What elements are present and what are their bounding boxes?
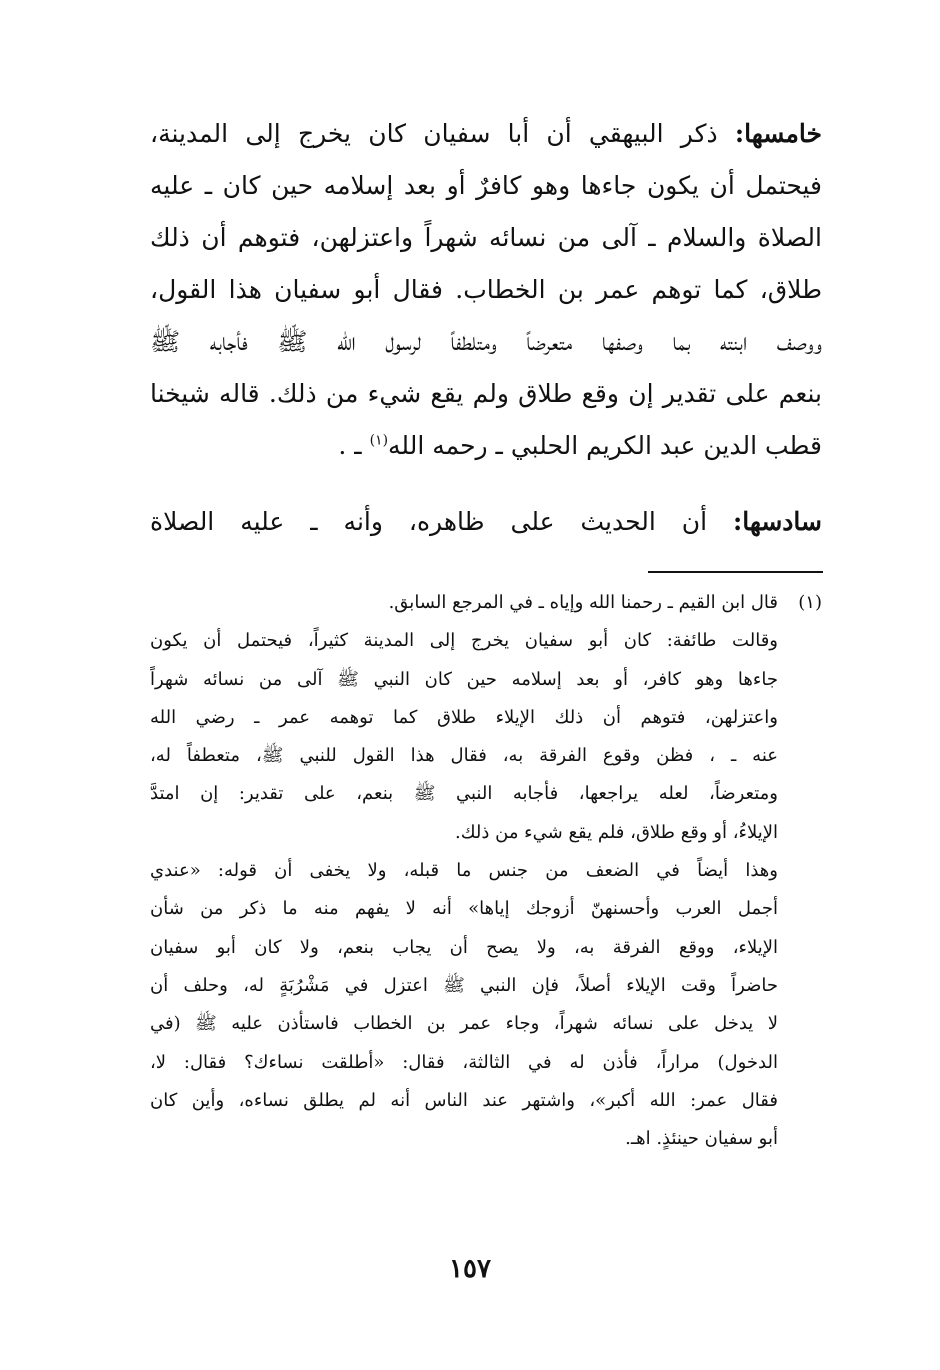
- main-paragraph-fifth: [150, 108, 822, 472]
- footnote-line: عنه ـ ، فظن وقوع الفرقة به، فقال هذا القول للنبي ﷺ، متعطفاً له،: [150, 745, 778, 767]
- footnote-line: وهذا أيضاً في الضعف من جنس ما قبله، ولا يخفى أن قوله: «عندي: [150, 860, 778, 882]
- footnote-separator: [648, 571, 823, 573]
- section-heading: خامسها:: [734, 119, 822, 148]
- footnote-line: أجمل العرب وأحسنهنّ أزوجك إياها» أنه لا يفهم منه ما ذكر من شأن: [150, 898, 778, 920]
- footnote-line: فقال عمر: الله أكبر»، واشتهر عند الناس أنه لم يطلق نساءه، وأين كان: [150, 1089, 778, 1111]
- text-line: طلاق، كما توهم عمر بن الخطاب. فقال أبو سفيان هذا القول،: [150, 275, 822, 304]
- footnote-line: ومتعرضاً، لعله يراجعها، فأجابه النبي ﷺ بنعم، على تقدير: إن امتدَّ: [150, 783, 778, 805]
- text-line: بنعم على تقدير إن وقع طلاق ولم يقع شيء من ذلك. قاله شيخنا: [150, 379, 822, 408]
- text-line: [150, 496, 822, 548]
- text-line: [150, 420, 822, 472]
- line-text: ذكر البيهقي أن أبا سفيان كان يخرج إلى المدينة،: [150, 119, 735, 148]
- footnote-line: لا يدخل على نسائه شهراً، وجاء عمر بن الخطاب فاستأذن عليه ﷺ (في: [150, 1013, 778, 1035]
- section-heading: سادسها:: [732, 507, 822, 536]
- footnote-line: حاضراً وقت الإيلاء أصلاً، فإن النبي ﷺ اعتزل في مَشْرُبَةٍ له، وحلف أن: [150, 974, 778, 996]
- footnote-line: الإيلاء، ووقع الفرقة به، ولا يصح أن يجاب بنعم، ولا كان أبو سفيان: [150, 936, 778, 958]
- footnote-text: قال ابن القيم ـ رحمنا الله وإياه ـ في المرجع السابق.: [388, 592, 778, 613]
- text-line: الصلاة والسلام ـ آلى من نسائه شهراً واعتزلهن، فتوهم أن ذلك: [150, 223, 822, 252]
- text-line: [150, 108, 822, 160]
- footnote-line: وقالت طائفة: كان أبو سفيان يخرج إلى المدينة كثيراً، فيحتمل أن يكون: [150, 630, 778, 652]
- text-line: فيحتمل أن يكون جاءها وهو كافرٌ أو بعد إسلامه حين كان ـ عليه: [150, 171, 822, 200]
- footnote-number: (١): [798, 592, 822, 613]
- text-line: ووصف ابنته بما وصفها متعرضاً ومتلطفاً لرسول الله ﷺ فأجابه ﷺ: [150, 327, 822, 356]
- footnote-line: الإيلاءُ، أو وقع طلاق، فلم يقع شيء من ذلك.: [455, 821, 778, 843]
- main-paragraph-sixth: [150, 496, 822, 548]
- line-text: ـ .: [338, 431, 370, 460]
- footnote-line: واعتزلهن، فتوهم أن ذلك الإيلاء طلاق كما توهمه عمر ـ رضي الله: [150, 706, 778, 728]
- line-text: قطب الدين عبد الكريم الحلبي ـ رحمه الله: [388, 431, 822, 460]
- page-number: ١٥٧: [449, 1254, 491, 1284]
- footnote-reference: (١): [369, 432, 389, 449]
- line-text: أن الحديث على ظاهره، وأنه ـ عليه الصلاة: [150, 507, 733, 536]
- footnote-line: [150, 584, 822, 622]
- footnote-line: أبو سفيان حينئذٍ. اهـ.: [625, 1128, 778, 1150]
- footnote-line: الدخول) مراراً، فأذن له في الثالثة، فقال: «أطلقت نساءك؟ فقال: لا،: [150, 1051, 778, 1073]
- footnote-line: جاءها وهو كافر، أو بعد إسلامه حين كان النبي ﷺ آلى من نسائه شهراً: [150, 668, 778, 690]
- footnotes: [150, 584, 822, 1158]
